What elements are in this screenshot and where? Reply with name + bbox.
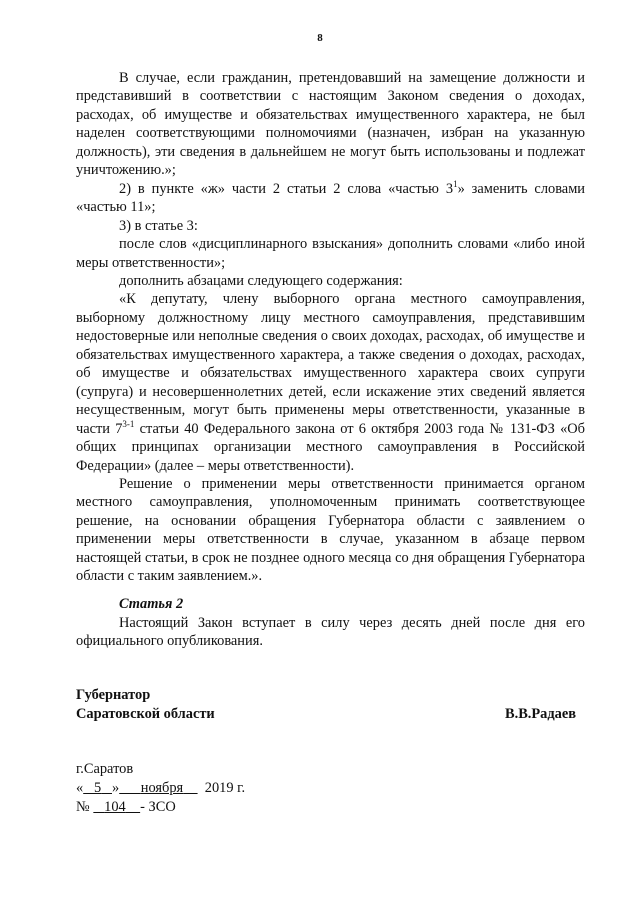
- footer-city: г.Саратов: [76, 761, 134, 777]
- page-number: 8: [317, 32, 323, 44]
- law-amendment-text: [76, 69, 585, 586]
- paragraph-2: [76, 180, 585, 217]
- paragraph-2-superscript: 1: [453, 178, 458, 189]
- paragraph-7: Решение о применении меры ответственности принимается органом местного самоуправления, уполномоченным принимать соответствующее решение, на основании обращения Губернатора области с заявлением о применении меры ответственности в случае, указанном в абзаце первом настоящей статьи, в срок не позднее одного месяца со дня обращения Губернатора области с таким заявлением.».: [76, 475, 585, 585]
- paragraph-3: 3) в статье 3:: [119, 217, 198, 234]
- paragraph-2-after: » заменить словами «частью 11»;: [76, 180, 585, 216]
- paragraph-2-before: 2) в пункте «ж» части 2 статьи 2 слова «частью 3: [119, 180, 454, 197]
- document-number: [93, 799, 140, 815]
- article-paragraph: Настоящий Закон вступает в силу через десять дней после дня его официального опубликования.: [76, 615, 585, 650]
- date-day: [83, 780, 112, 796]
- paragraph-1: В случае, если гражданин, претендовавший на замещение должности и представивший в соответствии с настоящим Законом сведения о доходах, расходах, об имуществе и обязательствах имущественного характера, не был наделен соответствующими полномочиями (назначен, избран на указанную должность), эти сведения в дальнейшем не могут быть использованы и подлежат уничтожению.»;: [76, 70, 585, 179]
- date-quote-open: «: [76, 780, 84, 796]
- footer-date: [76, 779, 245, 798]
- date-day-value: 5: [94, 780, 102, 796]
- date-quote-close: »: [112, 780, 120, 796]
- article-body: [76, 614, 585, 651]
- footer-number: [76, 798, 245, 817]
- signatory-name: В.В.Радаев: [505, 706, 577, 722]
- signatory-title-line-1: Губернатор: [76, 687, 151, 703]
- paragraph-6: [76, 290, 585, 475]
- paragraph-6-before: «К депутату, члену выборного органа местного самоуправления, выборному должностному лицу местного самоуправления, представившим недостоверные или неполные сведения о своих доходах, расходах, об имуществе и обязательствах имущественного характера, а также сведения о доходах, расходах, об имуществе и обязательствах имущественного характера своих супруги (супруга) и несовершеннолетних детей, если искажение этих сведений является несущественным, могут быть применены меры ответственности, указанные в части 7: [76, 291, 585, 437]
- signatory-title: [76, 686, 215, 724]
- document-number-value: 104: [104, 799, 126, 815]
- paragraph-5: дополнить абзацами следующего содержания:: [119, 272, 403, 289]
- paragraph-4: после слов «дисциплинарного взыскания» дополнить словами «либо иной меры ответственности»;: [76, 236, 585, 271]
- date-month-value: ноября: [140, 780, 184, 796]
- article-heading: Статья 2: [119, 596, 184, 612]
- number-suffix: - ЗСО: [140, 799, 176, 815]
- number-sign: №: [76, 799, 90, 815]
- date-year: 2019 г.: [204, 780, 246, 796]
- paragraph-6-after: статьи 40 Федерального закона от 6 октября 2003 года № 131-ФЗ «Об общих принципах организации местного самоуправления в Российской Федерации» (далее – меры ответственности).: [76, 420, 585, 474]
- document-footer: [76, 760, 245, 817]
- date-month: [119, 780, 197, 796]
- signatory-title-line-2: Саратовской области: [76, 706, 215, 722]
- paragraph-6-superscript: 3-1: [122, 418, 135, 429]
